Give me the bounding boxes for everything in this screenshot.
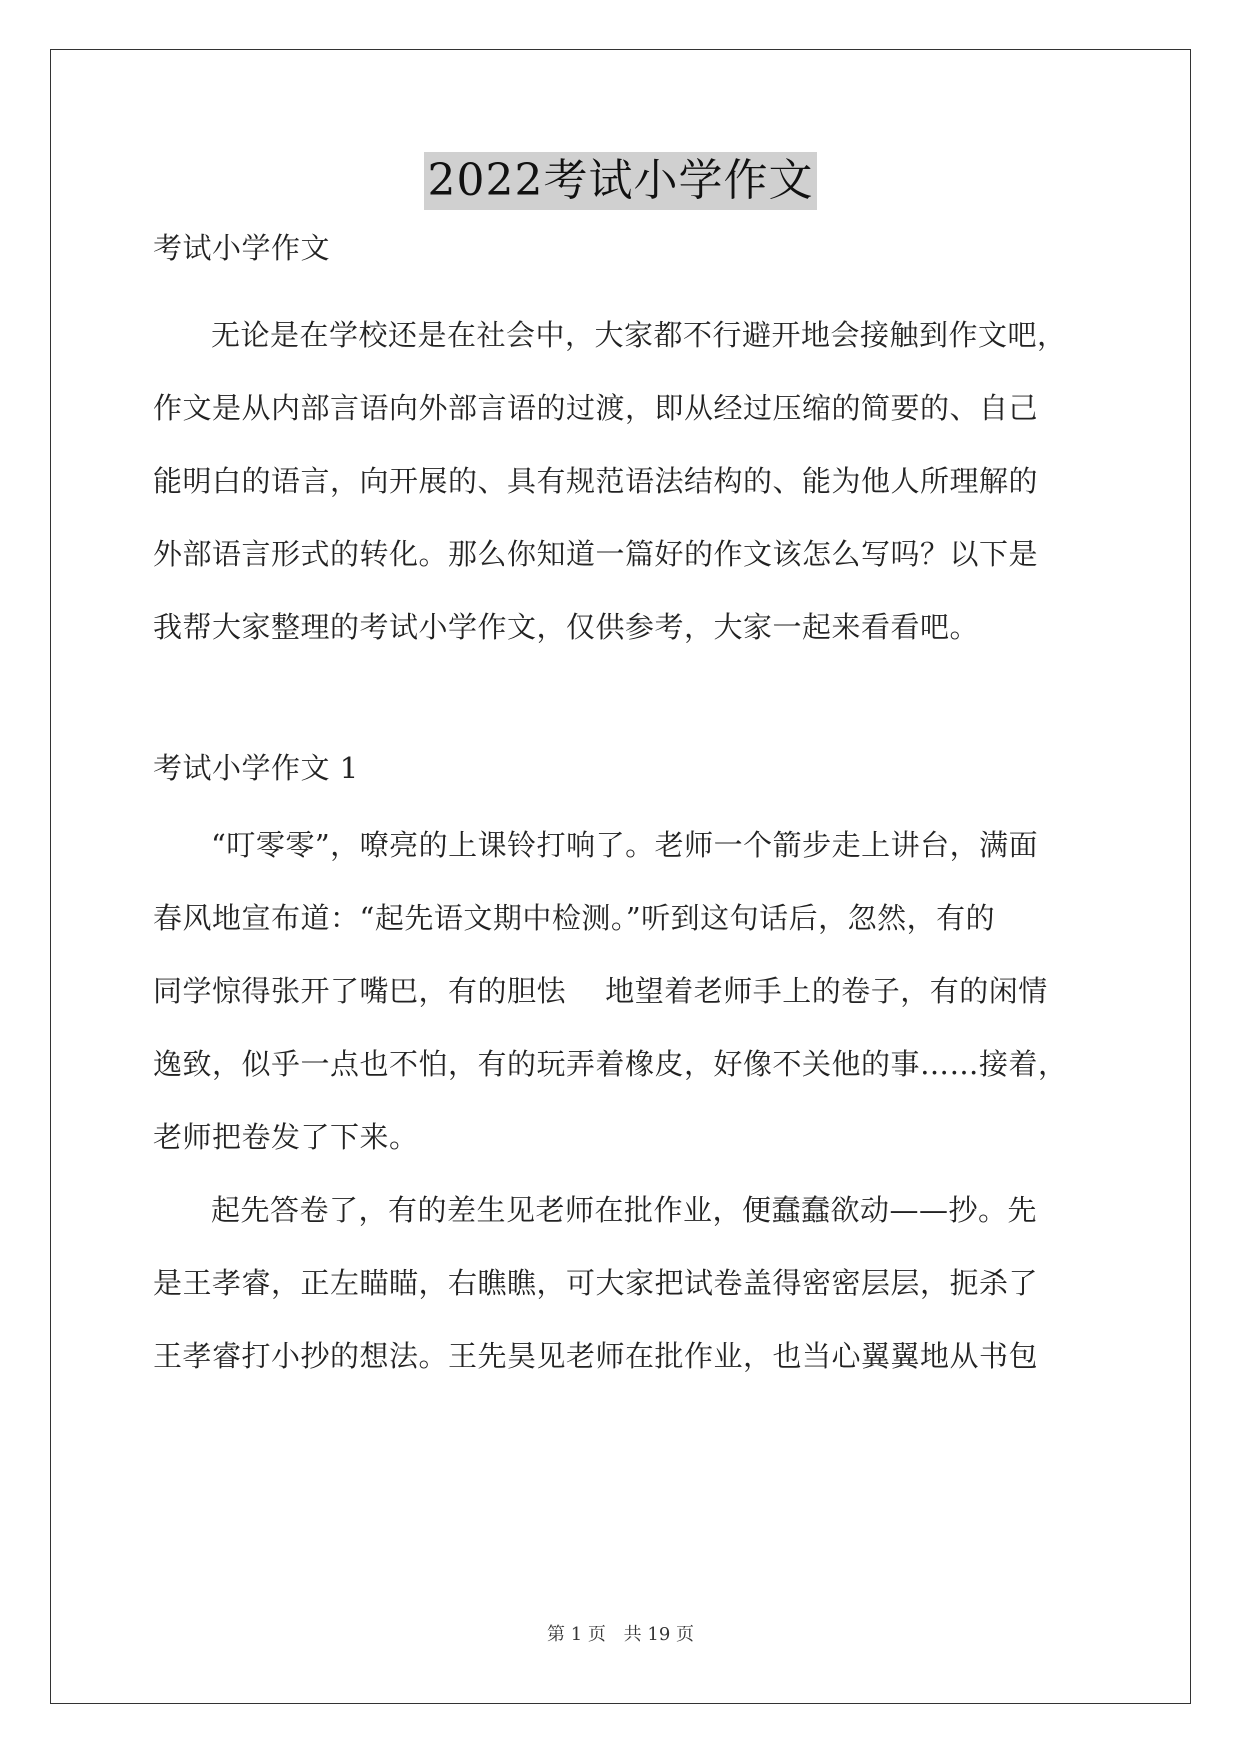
paragraph-line: 作文是从内部言语向外部言语的过渡，即从经过压缩的简要的、自己 <box>153 391 1039 425</box>
paragraph-line: 春风地宣布道：“起先语文期中检测。”听到这句话后，忽然，有的 <box>153 901 996 935</box>
paragraph-line: 逸致，似乎一点也不怕，有的玩弄着橡皮，好像不关他的事……接着， <box>153 1047 1068 1081</box>
paragraph-line: 王孝睿打小抄的想法。王先昊见老师在批作业，也当心翼翼地从书包 <box>153 1339 1039 1373</box>
paragraph-line: 外部语言形式的转化。那么你知道一篇好的作文该怎么写吗？以下是 <box>153 537 1039 571</box>
paragraph-line: 是王孝睿，正左瞄瞄，右瞧瞧，可大家把试卷盖得密密层层，扼杀了 <box>153 1266 1039 1300</box>
paragraph-line: 起先答卷了，有的差生见老师在批作业，便蠢蠢欲动——抄。先 <box>211 1193 1038 1227</box>
paragraph-line: 能明白的语言，向开展的、具有规范语法结构的、能为他人所理解的 <box>153 464 1039 498</box>
page-footer <box>0 1620 1241 1646</box>
document-title: 2022考试小学作文 <box>424 152 818 210</box>
paragraph-line: “叮零零”，嘹亮的上课铃打响了。老师一个箭步走上讲台，满面 <box>211 828 1039 862</box>
page-number: 第 1 页 <box>547 1624 606 1645</box>
paragraph-line: 同学惊得张开了嘴巴，有的胆怯 地望着老师手上的卷子，有的闲情 <box>153 974 1048 1008</box>
paragraph-line: 老师把卷发了下来。 <box>153 1120 419 1154</box>
page-border <box>50 49 1191 1704</box>
title-wrap <box>0 152 1241 210</box>
page-total: 共 19 页 <box>623 1624 694 1645</box>
paragraph-line: 我帮大家整理的考试小学作文，仅供参考，大家一起来看看吧。 <box>153 610 980 644</box>
paragraph-line: 无论是在学校还是在社会中，大家都不行避开地会接触到作文吧， <box>211 318 1067 352</box>
section-heading: 考试小学作文 1 <box>153 751 359 785</box>
section-heading: 考试小学作文 <box>153 231 331 265</box>
